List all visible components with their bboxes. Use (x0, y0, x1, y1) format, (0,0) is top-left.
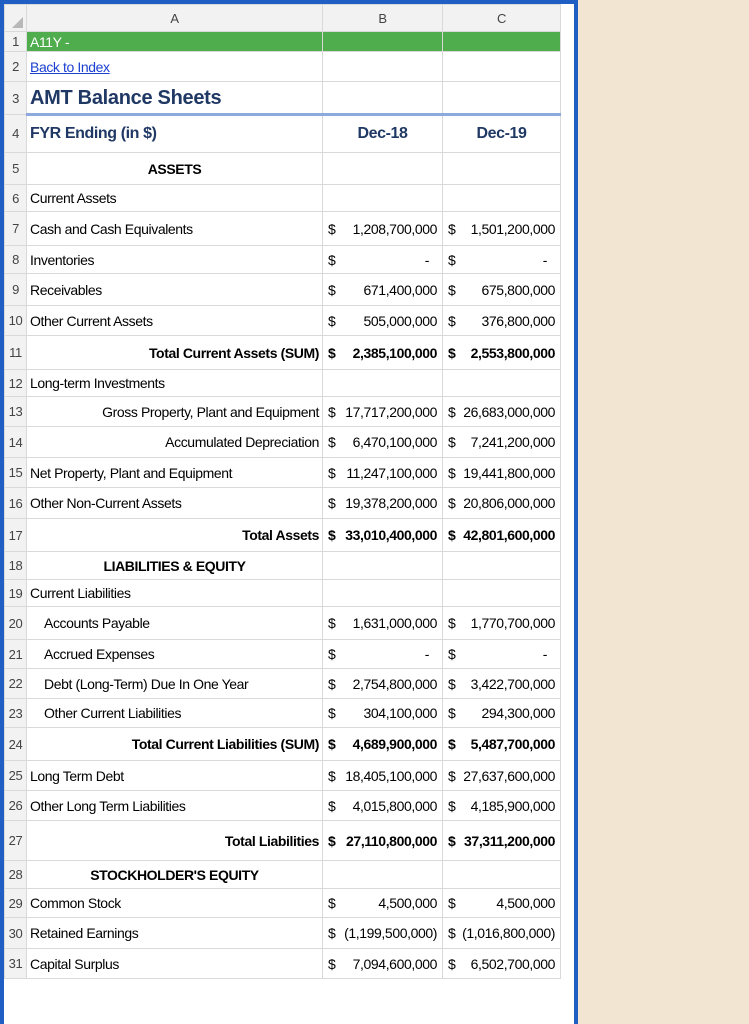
table-row (5, 115, 561, 153)
currency-symbol: $ (328, 675, 336, 692)
cell-b[interactable] (323, 761, 443, 791)
cell-b[interactable] (323, 336, 443, 370)
cell-c[interactable] (443, 52, 561, 82)
row-header[interactable]: 6 (5, 185, 27, 212)
row-header[interactable]: 11 (5, 336, 27, 370)
row-header[interactable]: 5 (5, 153, 27, 185)
cell-a-text: Capital Surplus (30, 955, 119, 972)
cell-amount: 27,637,600,000 (463, 767, 555, 784)
cell-a[interactable] (27, 212, 323, 246)
cell-a[interactable] (27, 52, 323, 82)
cell-a[interactable] (27, 889, 323, 918)
currency-symbol: $ (448, 736, 456, 752)
cell-a[interactable] (27, 552, 323, 580)
cell-c[interactable] (443, 370, 561, 397)
row-header[interactable]: 20 (5, 607, 27, 640)
currency-symbol: $ (448, 767, 456, 784)
column-header-c[interactable]: C (443, 5, 561, 32)
currency-symbol: $ (448, 495, 456, 511)
cell-amount: 42,801,600,000 (463, 527, 555, 543)
cell-amount: 17,717,200,000 (345, 403, 437, 420)
row-header[interactable]: 30 (5, 918, 27, 949)
cell-a-text: Accumulated Depreciation (165, 434, 319, 450)
cell-a[interactable] (27, 32, 323, 52)
cell-a-text: Total Current Assets (SUM) (148, 344, 319, 361)
currency-symbol: $ (448, 646, 456, 662)
row-header[interactable]: 25 (5, 761, 27, 791)
table-row (5, 52, 561, 82)
row-header[interactable]: 12 (5, 370, 27, 397)
cell-c[interactable] (443, 519, 561, 552)
currency-symbol: $ (328, 434, 336, 450)
table-row (5, 761, 561, 791)
currency-symbol: $ (448, 527, 456, 543)
cell-a-text: Total Current Liabilities (SUM) (131, 736, 319, 752)
cell-amount: 18,405,100,000 (345, 767, 437, 784)
currency-symbol: $ (448, 434, 456, 450)
table-row (5, 552, 561, 580)
currency-symbol: $ (328, 705, 336, 721)
cell-a-text: STOCKHOLDER'S EQUITY (90, 866, 259, 883)
cell-amount: 675,800,000 (481, 281, 555, 298)
cell-c[interactable] (443, 889, 561, 918)
cell-b[interactable] (323, 918, 443, 949)
cell-c[interactable] (443, 82, 561, 115)
currency-symbol: $ (328, 615, 336, 631)
cell-c[interactable] (443, 115, 561, 153)
cell-a[interactable] (27, 918, 323, 949)
cell-amount: 294,300,000 (481, 705, 555, 721)
cell-c[interactable] (443, 397, 561, 427)
table-row (5, 699, 561, 728)
cell-amount: 6,470,100,000 (352, 434, 437, 450)
cell-a-text: Current Liabilities (30, 585, 131, 601)
currency-symbol: $ (328, 736, 336, 752)
currency-symbol: $ (328, 527, 336, 543)
table-row (5, 370, 561, 397)
table-row (5, 82, 561, 115)
currency-symbol: $ (328, 220, 336, 237)
cell-amount: 4,689,900,000 (352, 736, 437, 752)
row-header[interactable]: 28 (5, 861, 27, 889)
cell-amount: 19,378,200,000 (345, 495, 437, 511)
cell-a-text: Gross Property, Plant and Equipment (102, 403, 319, 420)
cell-a[interactable] (27, 115, 323, 153)
cell-amount: 4,500,000 (378, 895, 437, 911)
cell-b[interactable] (323, 640, 443, 669)
cell-a-text: FYR Ending (in $) (30, 125, 157, 142)
cell-a[interactable] (27, 580, 323, 607)
cell-amount: 1,208,700,000 (352, 220, 437, 237)
currency-symbol: $ (448, 220, 456, 237)
table-row (5, 918, 561, 949)
cell-c[interactable] (443, 552, 561, 580)
row-header[interactable]: 19 (5, 580, 27, 607)
cell-a[interactable] (27, 82, 323, 115)
cell-amount: - (542, 646, 547, 662)
table-row (5, 306, 561, 336)
cell-a[interactable] (27, 761, 323, 791)
cell-c[interactable] (443, 669, 561, 699)
cell-a-text: A11Y - (30, 33, 70, 50)
cell-amount: 26,683,000,000 (463, 403, 555, 420)
cell-amount: 671,400,000 (363, 281, 437, 298)
cell-c[interactable] (443, 185, 561, 212)
cell-a-text: Current Assets (30, 190, 117, 206)
cell-b[interactable] (323, 699, 443, 728)
cell-b[interactable] (323, 821, 443, 861)
cell-c[interactable] (443, 640, 561, 669)
row-header[interactable]: 23 (5, 699, 27, 728)
cell-amount: 11,247,100,000 (346, 464, 437, 481)
table-row (5, 427, 561, 458)
cell-amount: - (424, 251, 429, 268)
cell-b[interactable] (323, 246, 443, 274)
currency-symbol: $ (328, 251, 336, 268)
row-header[interactable]: 10 (5, 306, 27, 336)
cell-c[interactable] (443, 580, 561, 607)
table-row (5, 640, 561, 669)
cell-amount: 4,015,800,000 (352, 797, 437, 814)
table-row (5, 32, 561, 52)
cell-amount: 2,553,800,000 (470, 344, 555, 361)
cell-amount: 1,631,000,000 (352, 615, 437, 631)
cell-b[interactable] (323, 889, 443, 918)
cell-c[interactable] (443, 458, 561, 488)
column-date-header: Dec-18 (357, 125, 408, 142)
table-row (5, 274, 561, 306)
cell-a-text: Long Term Debt (30, 767, 124, 784)
sheet-title: AMT Balance Sheets (30, 86, 222, 109)
row-header[interactable]: 17 (5, 519, 27, 552)
cell-a[interactable] (27, 791, 323, 821)
column-date-header: Dec-19 (476, 125, 527, 142)
cell-b[interactable] (323, 306, 443, 336)
currency-symbol: $ (448, 251, 456, 268)
currency-symbol: $ (328, 646, 336, 662)
cell-a[interactable] (27, 821, 323, 861)
back-to-index-link[interactable]: Back to Index (30, 58, 110, 75)
cell-amount: 1,770,700,000 (470, 615, 555, 631)
row-header[interactable]: 31 (5, 949, 27, 979)
cell-c[interactable] (443, 274, 561, 306)
cell-c[interactable] (443, 427, 561, 458)
cell-b[interactable] (323, 52, 443, 82)
row-header[interactable]: 8 (5, 246, 27, 274)
cell-amount: 5,487,700,000 (470, 736, 555, 752)
currency-symbol: $ (328, 312, 336, 329)
currency-symbol: $ (328, 344, 336, 361)
cell-b[interactable] (323, 82, 443, 115)
cell-a[interactable] (27, 519, 323, 552)
cell-a[interactable] (27, 397, 323, 427)
currency-symbol: $ (448, 705, 456, 721)
row-header[interactable]: 26 (5, 791, 27, 821)
cell-c[interactable] (443, 212, 561, 246)
spreadsheet-grid (4, 4, 561, 979)
cell-amount: 2,385,100,000 (352, 344, 437, 361)
row-header[interactable]: 24 (5, 728, 27, 761)
cell-c[interactable] (443, 336, 561, 370)
cell-amount: 6,502,700,000 (470, 955, 555, 972)
cell-c[interactable] (443, 246, 561, 274)
table-row (5, 153, 561, 185)
cell-b[interactable] (323, 32, 443, 52)
cell-b[interactable] (323, 519, 443, 552)
table-row (5, 889, 561, 918)
cell-c[interactable] (443, 306, 561, 336)
row-header[interactable]: 18 (5, 552, 27, 580)
table-row (5, 580, 561, 607)
cell-a[interactable] (27, 488, 323, 519)
row-header[interactable]: 27 (5, 821, 27, 861)
cell-a-text: Accrued Expenses (44, 646, 155, 662)
table-row (5, 949, 561, 979)
cell-a-text: Inventories (30, 251, 95, 268)
cell-a[interactable] (27, 427, 323, 458)
cell-amount: 7,094,600,000 (352, 955, 437, 972)
table-row (5, 212, 561, 246)
currency-symbol: $ (328, 281, 336, 298)
cell-amount: 3,422,700,000 (470, 675, 555, 692)
currency-symbol: $ (448, 832, 456, 849)
cell-c[interactable] (443, 488, 561, 519)
cell-a-text: Receivables (30, 281, 102, 298)
cell-c[interactable] (443, 861, 561, 889)
currency-symbol: $ (448, 955, 456, 972)
cell-a-text: Other Current Liabilities (44, 705, 182, 721)
row-header[interactable]: 3 (5, 82, 27, 115)
currency-symbol: $ (448, 895, 456, 911)
currency-symbol: $ (328, 495, 336, 511)
column-header-b[interactable]: B (323, 5, 443, 32)
cell-a-text: Net Property, Plant and Equipment (30, 464, 233, 481)
cell-amount: 4,185,900,000 (470, 797, 555, 814)
cell-c[interactable] (443, 32, 561, 52)
cell-a[interactable] (27, 607, 323, 640)
cell-b[interactable] (323, 791, 443, 821)
row-header[interactable]: 9 (5, 274, 27, 306)
cell-a-text: Long-term Investments (30, 375, 165, 391)
column-header-a[interactable]: A (27, 5, 323, 32)
currency-symbol: $ (448, 615, 456, 631)
cell-amount: 304,100,000 (363, 705, 437, 721)
cell-c[interactable] (443, 949, 561, 979)
cell-b[interactable] (323, 185, 443, 212)
currency-symbol: $ (328, 925, 336, 941)
currency-symbol: $ (448, 797, 456, 814)
currency-symbol: $ (448, 312, 456, 329)
currency-symbol: $ (448, 403, 456, 420)
cell-a[interactable] (27, 185, 323, 212)
cell-a[interactable] (27, 370, 323, 397)
table-row (5, 669, 561, 699)
cell-amount: 1,501,200,000 (470, 220, 555, 237)
table-row (5, 607, 561, 640)
table-row (5, 519, 561, 552)
cell-a-text: Total Assets (242, 527, 319, 543)
cell-amount: - (424, 646, 429, 662)
cell-a-text: Other Current Assets (30, 312, 153, 329)
cell-amount: 33,010,400,000 (345, 527, 437, 543)
select-all-corner[interactable] (5, 5, 27, 32)
cell-a-text: Cash and Cash Equivalents (30, 220, 193, 237)
cell-a[interactable] (27, 669, 323, 699)
cell-a[interactable] (27, 306, 323, 336)
row-header[interactable]: 1 (5, 32, 27, 52)
table-row (5, 246, 561, 274)
cell-a-text: Retained Earnings (30, 925, 139, 941)
cell-amount: 505,000,000 (363, 312, 437, 329)
cell-b[interactable] (323, 370, 443, 397)
currency-symbol: $ (328, 832, 336, 849)
row-header[interactable]: 14 (5, 427, 27, 458)
cell-amount: 19,441,800,000 (463, 464, 555, 481)
cell-a[interactable] (27, 458, 323, 488)
currency-symbol: $ (328, 955, 336, 972)
cell-a-text: Common Stock (30, 895, 121, 911)
table-row (5, 397, 561, 427)
cell-b[interactable] (323, 552, 443, 580)
cell-c[interactable] (443, 821, 561, 861)
table-row (5, 185, 561, 212)
currency-symbol: $ (328, 464, 336, 481)
table-row (5, 861, 561, 889)
currency-symbol: $ (448, 344, 456, 361)
cell-a[interactable] (27, 640, 323, 669)
cell-a[interactable] (27, 949, 323, 979)
cell-a[interactable] (27, 336, 323, 370)
cell-amount: 37,311,200,000 (464, 832, 555, 849)
row-header[interactable]: 16 (5, 488, 27, 519)
table-row (5, 458, 561, 488)
currency-symbol: $ (328, 767, 336, 784)
cell-b[interactable] (323, 153, 443, 185)
cell-b[interactable] (323, 397, 443, 427)
table-row (5, 821, 561, 861)
cell-a[interactable] (27, 861, 323, 889)
cell-c[interactable] (443, 918, 561, 949)
row-header[interactable]: 21 (5, 640, 27, 669)
currency-symbol: $ (448, 925, 456, 941)
cell-a-text: Other Non-Current Assets (30, 495, 182, 511)
cell-c[interactable] (443, 607, 561, 640)
cell-amount: 20,806,000,000 (463, 495, 555, 511)
row-header[interactable]: 7 (5, 212, 27, 246)
cell-b[interactable] (323, 212, 443, 246)
cell-b[interactable] (323, 458, 443, 488)
cell-a[interactable] (27, 728, 323, 761)
currency-symbol: $ (328, 797, 336, 814)
cell-a-text: Accounts Payable (44, 615, 150, 631)
cell-b[interactable] (323, 949, 443, 979)
cell-c[interactable] (443, 728, 561, 761)
table-row (5, 728, 561, 761)
currency-symbol: $ (328, 895, 336, 911)
currency-symbol: $ (448, 675, 456, 692)
cell-a[interactable] (27, 246, 323, 274)
cell-amount: (1,199,500,000) (344, 925, 437, 941)
cell-c[interactable] (443, 153, 561, 185)
cell-b[interactable] (323, 115, 443, 153)
cell-b[interactable] (323, 488, 443, 519)
currency-symbol: $ (448, 464, 456, 481)
table-row (5, 791, 561, 821)
row-header[interactable]: 4 (5, 115, 27, 153)
row-header[interactable]: 15 (5, 458, 27, 488)
cell-a[interactable] (27, 274, 323, 306)
table-row (5, 336, 561, 370)
cell-b[interactable] (323, 427, 443, 458)
cell-b[interactable] (323, 580, 443, 607)
cell-b[interactable] (323, 728, 443, 761)
cell-b[interactable] (323, 607, 443, 640)
cell-a[interactable] (27, 153, 323, 185)
cell-amount: 4,500,000 (496, 895, 555, 911)
cell-a-text: Other Long Term Liabilities (30, 797, 186, 814)
cell-amount: (1,016,800,000) (462, 925, 555, 941)
cell-c[interactable] (443, 791, 561, 821)
row-header[interactable]: 13 (5, 397, 27, 427)
cell-c[interactable] (443, 761, 561, 791)
cell-a-text: LIABILITIES & EQUITY (103, 557, 246, 574)
cell-b[interactable] (323, 274, 443, 306)
currency-symbol: $ (328, 403, 336, 420)
currency-symbol: $ (448, 281, 456, 298)
cell-amount: 376,800,000 (481, 312, 555, 329)
table-row (5, 488, 561, 519)
row-header[interactable]: 29 (5, 889, 27, 918)
cell-a-text: ASSETS (147, 160, 202, 177)
cell-amount: 27,110,800,000 (346, 832, 437, 849)
cell-amount: 7,241,200,000 (470, 434, 555, 450)
row-header[interactable]: 2 (5, 52, 27, 82)
cell-c[interactable] (443, 699, 561, 728)
row-header[interactable]: 22 (5, 669, 27, 699)
cell-a[interactable] (27, 699, 323, 728)
cell-a-text: Total Liabilities (224, 832, 319, 849)
cell-amount: 2,754,800,000 (352, 675, 437, 692)
cell-b[interactable] (323, 861, 443, 889)
cell-b[interactable] (323, 669, 443, 699)
cell-amount: - (542, 251, 547, 268)
cell-a-text: Debt (Long-Term) Due In One Year (44, 675, 249, 692)
